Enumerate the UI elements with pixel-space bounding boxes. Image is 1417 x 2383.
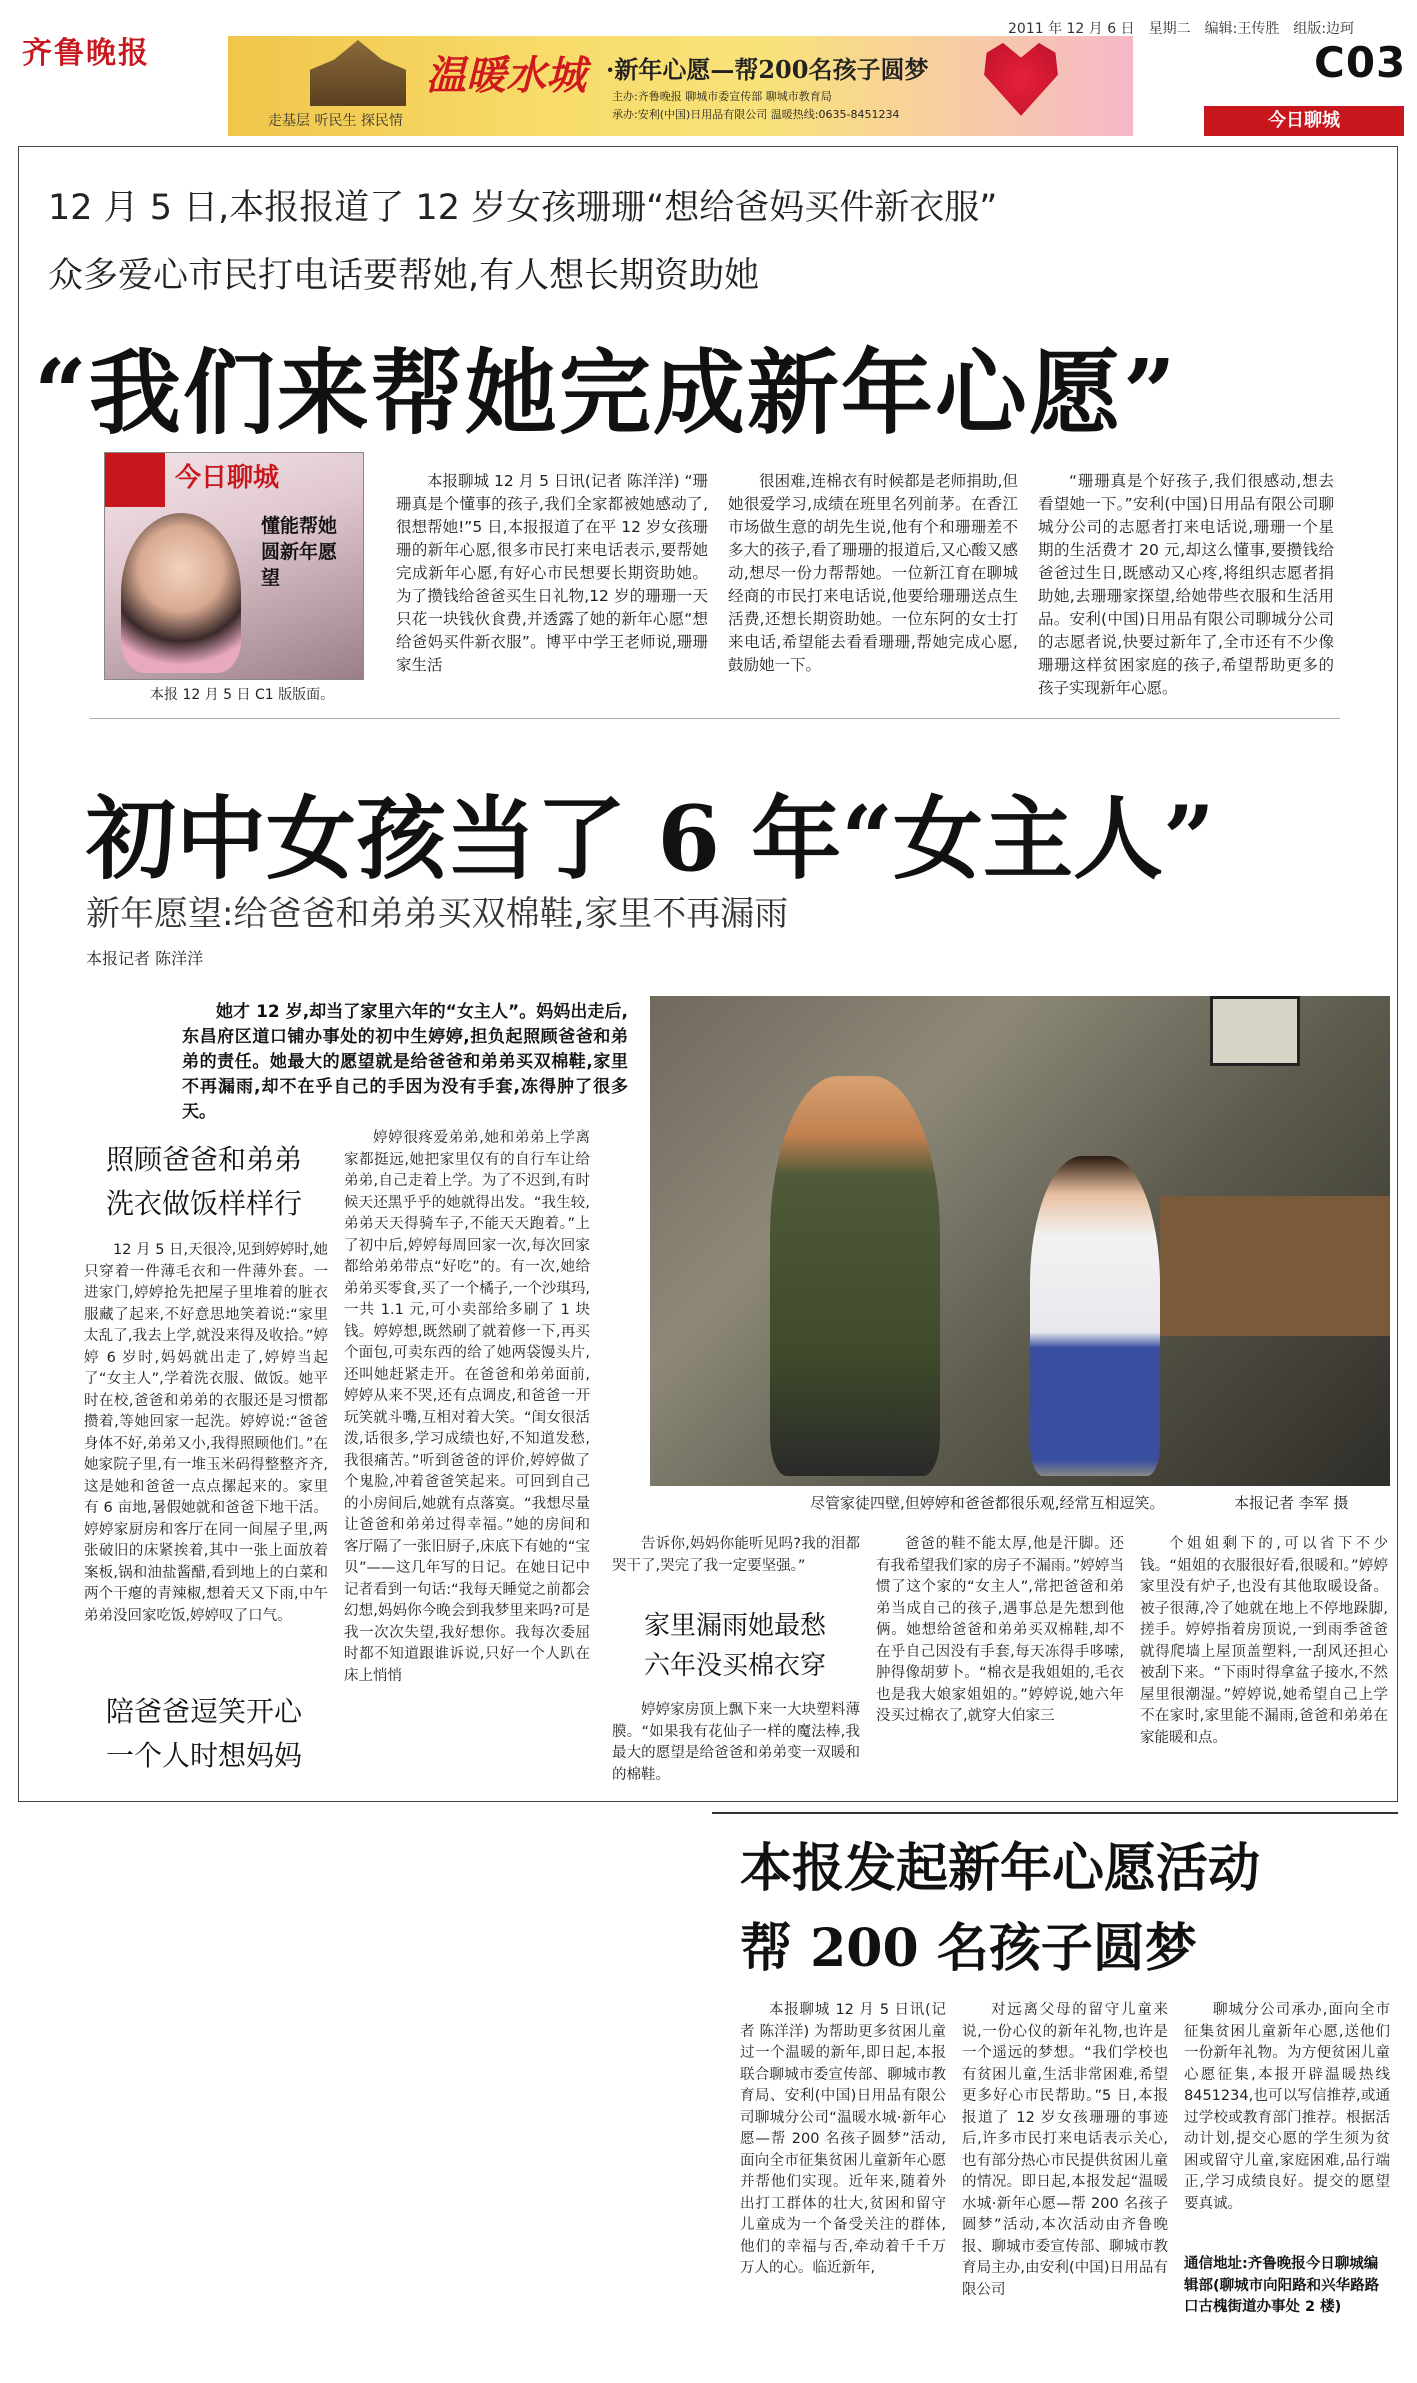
subhead-1-line-1: 照顾爸爸和弟弟 [105,1143,302,1176]
story2-headline: 初中女孩当了 6 年“女主人” [86,786,1215,892]
story1-col1: 本报聊城 12 月 5 日讯(记者 陈洋洋) “珊珊真是个懂事的孩子,我们全家都被她感动了,很想帮她!”5 日,本报报道了在平 12 岁女孩珊珊的新年心愿,很多市民打来电话表示,要帮她完成新年心愿,有好心市民想要长期资助她。为了攒钱给爸爸买生日礼物,12 岁的珊珊一天只花一块钱伙食费,并透露了她的新年心愿“想给爸妈买件新衣服”。博平中学王老师说,珊珊家生活 [396,472,708,674]
story1-kicker-1: 12 月 5 日,本报报道了 12 岁女孩珊珊“想给爸妈买件新衣服” [48,188,998,228]
date-line [1008,18,1354,38]
story2-colD: 爸爸的鞋不能太厚,他是汗脚。还有我希望我们家的房子不漏雨。”婷婷当惯了这个家的“女主人”,常把爸爸和弟弟当成自己的孩子,遇事总是先想到他俩。她想给爸爸和弟弟买双棉鞋,却不在乎自己因没有手套,每天冻得手哆嗦,肿得像胡萝卜。“棉衣是我姐姐的,毛衣也是我大娘家姐姐的。”婷婷说,她六年没买过棉衣了,就穿大伯家三 [876,1536,1124,1724]
story3-rule [712,1812,1398,1814]
date: 2011 年 12 月 6 日 [1008,21,1135,37]
photo-credit: 本报记者 李军 摄 [1234,1494,1349,1512]
banner-organizers: 主办:齐鲁晚报 聊城市委宣传部 聊城市教育局 [612,90,832,103]
story2-colB: 婷婷很疼爱弟弟,她和弟弟上学离家都挺远,她把家里仅有的自行车让给弟弟,自己走着上学。为了不迟到,有时候天还黑乎乎的她就得出发。“我生较,弟弟天天得骑车子,不能天天跑着。”上了初中后,婷婷每周回家一次,每次回家都给弟弟带点“好吃”的。有一次,她给弟弟买零食,买了一个橘子,一个沙琪玛,一共 1.1 元,可小卖部给多刷了 1 块钱。婷婷想,既然刷了就着修一下,再买个面包,可卖东西的给了她两袋馒头片,还叫她赶紧走开。在爸爸和弟弟面前,婷婷从来不哭,还有点调皮,和爸爸一开玩笑就斗嘴,互相对着大笑。“闺女很活泼,话很多,学习成绩也好,不知道发愁,我很痛苦。”听到爸爸的评价,婷婷做了个鬼脸,冲着爸爸笑起来。可回到自己的小房间后,她就有点落寞。“我想尽量让爸爸和弟弟过得幸福。”她的房间和客厅隔了一张旧厨子,床底下有她的“宝贝”——这几年写的日记。在她日记中记者看到一句话:“我每天睡觉之前都会幻想,妈妈你今晚会到我梦里来吗?可是我一次次失望,我好想你。我每次委屈时都不知道跟谁诉说,只好一个人趴在床上悄悄 [344,1130,590,1684]
story1-headline: “我们来帮她完成新年心愿” [34,339,1178,447]
story3-colB: 对远离父母的留守儿童来说,一份心仪的新年礼物,也许是一个遥远的梦想。“我们学校也有贫困儿童,生活非常困难,希望更多好心市民帮助。”5 日,本报报道了 12 岁女孩珊珊的事迹后,许多市民打来电话表示关心,也有部分热心市民提供贫困儿童的情况。即日起,本报发起“温暖水城·新年心愿—帮 200 名孩子圆梦”活动,本次活动由齐鲁晚报、聊城市委宣传部、聊城市教育局主办,由安利(中国)日用品有限公司 [962,2002,1168,2298]
story2-subhead-3 [610,1606,860,1686]
story3-address: 通信地址:齐鲁晚报今日聊城编辑部(聊城市向阳路和兴华路路口古槐街道办事处 2 楼) [1184,2256,1380,2315]
heart-icon [980,38,1062,120]
story3-colC: 聊城分公司承办,面向全市征集贫困儿童新年心愿,送他们一份新年礼物。为方便贫困儿童心愿征集,本报开辟温暖热线 8451234,也可以写信推荐,或通过学校或教育部门推荐。根据活动计划,提交心愿的学生须为贫困或留守儿童,家庭困难,品行端正,学习成绩良好。提交的愿望要真诚。 [1184,2002,1390,2212]
thumb-caption: 本报 12 月 5 日 C1 版版面。 [150,687,335,703]
story2-colA: 12 月 5 日,天很冷,见到婷婷时,她只穿着一件薄毛衣和一件薄外套。一进家门,婷婷抢先把屋子里堆着的脏衣服藏了起来,不好意思地笑着说:“家里太乱了,我去上学,就没来得及收拾。”婷婷 6 岁时,妈妈就出走了,婷婷当起了“女主人”,学着洗衣服、做饭。她平时在校,爸爸和弟弟的衣服还是习惯都攒着,等她回家一起洗。婷婷说:“爸爸身体不好,弟弟又小,我得照顾他们。”在她家院子里,有一堆玉米码得整整齐齐,这是她和爸爸一点点摞起来的。家里有 6 亩地,暑假她就和爸爸下地干活。婷婷家厨房和客厅在同一间屋子里,两张破旧的床紧挨着,其中一张上面放着案板,锅和油盐酱醋,看到地上的白菜和两个干瘪的青辣椒,想着天又下雨,中午弟弟没回家吃饭,婷婷叹了口气。 [84,1242,328,1624]
story2-subhead-1 [84,1138,324,1226]
story3-colA: 本报聊城 12 月 5 日讯(记者 陈洋洋) 为帮助更多贫困儿童过一个温暖的新年,即日起,本报联合聊城市委宣传部、聊城市教育局、安利(中国)日用品有限公司聊城分公司“温暖水城·新年心愿—帮 200 名孩子圆梦”活动,面向全市征集贫困儿童新年心愿并帮他们实现。近年来,随着外出打工群体的壮大,贫困和留守儿童成为一个备受关注的群体,他们的幸福与否,牵动着千千万万人的心。临近新年, [740,2002,946,2276]
banner-sponsors: 承办:安利(中国)日用品有限公司 温暖热线:0635-8451234 [612,108,900,121]
photo-caption: 尽管家徒四壁,但婷婷和爸爸都很乐观,经常互相逗笑。 [810,1494,1165,1512]
photo-window [1210,996,1300,1066]
story1-kicker-2: 众多爱心市民打电话要帮她,有人想长期资助她 [48,256,760,296]
thumb-headline: 懂能帮她圆新年愿望 [261,515,338,589]
banner-title: 温暖水城 [426,52,586,99]
subhead-1-line-2: 洗衣做饭样样行 [105,1187,302,1220]
banner-building-image [298,40,418,106]
subhead-3-line-1: 家里漏雨她最愁 [643,1611,826,1641]
banner-subtitle: ·新年心愿—帮200名孩子圆梦 [606,55,929,84]
paper-logo: 齐鲁晚报 [22,36,150,71]
banner-slogan: 走基层 听民生 探民情 [268,113,403,129]
page-number: C03 [1314,38,1407,87]
story1-col3: “珊珊真是个好孩子,我们很感动,想去看望她一下。”安利(中国)日用品有限公司聊城分公司的志愿者打来电话说,珊珊一个星期的生活费才 20 元,却这么懂事,要攒钱给爸爸过生日,既感动又心疼,将组织志愿者捐助她,去珊珊家探望,给她带些衣服和生活用品。安利(中国)日用品有限公司聊城分公司的志愿者说,快要过新年了,全市还有不少像珊珊这样贫困家庭的孩子,希望帮助更多的孩子实现新年心愿。 [1038,472,1334,697]
story2-photo [650,996,1390,1486]
story1-col2: 很困难,连棉衣有时候都是老师捐助,但她很爱学习,成绩在班里名列前茅。在香江市场做生意的胡先生说,他有个和珊珊差不多大的孩子,看了珊珊的报道后,又心酸又感动,想尽一份力帮帮她。一位新江育在聊城经商的市民打来电话说,他要给珊珊送点生活费,还想长期资助她。一位东阿的女士打来电话,希望能去看看珊珊,帮她完成心愿,鼓励她一下。 [728,472,1018,674]
subhead-2-line-1: 陪爸爸逗笑开心 [105,1695,302,1728]
story2-colC2: 婷婷家房顶上飘下来一大块塑料薄膜。“如果我有花仙子一样的魔法棒,我最大的愿望是给爸爸和弟弟变一双暖和的棉鞋。 [612,1702,860,1783]
thumb-masthead-bar [105,453,165,507]
story2-colC: 告诉你,妈妈你能听见吗?我的泪都哭干了,哭完了我一定要坚强。” [612,1536,860,1574]
story3-headline-1: 本报发起新年心愿活动 [740,1838,1261,1899]
weekday: 星期二 [1148,21,1191,37]
photo-bed [1160,1196,1390,1336]
story2-byline: 本报记者 陈洋洋 [86,949,204,968]
story3-headline-2: 帮 200 名孩子圆梦 [740,1918,1197,1979]
story2-lead: 她才 12 岁,却当了家里六年的“女主人”。妈妈出走后,东昌府区道口铺办事处的初中生婷婷,担负起照顾爸爸和弟弟的责任。她最大的愿望就是给爸爸和弟弟买双棉鞋,家里不再漏雨,却不在乎自己的手因为没有手套,冻得肿了很多天。 [182,1002,628,1122]
story1-thumbnail [104,452,364,680]
thumb-logo: 今日聊城 [175,463,280,493]
photo-girl-figure [1030,1156,1160,1476]
editor: 编辑:王传胜 [1204,21,1280,37]
subhead-2-line-2: 一个人时想妈妈 [105,1739,302,1772]
section-badge: 今日聊城 [1204,106,1404,136]
banner [228,36,1133,136]
divider [90,718,1340,719]
layout-editor: 组版:边珂 [1293,21,1355,37]
story2-subhead: 新年愿望:给爸爸和弟弟买双棉鞋,家里不再漏雨 [86,894,789,934]
thumb-face-image [121,513,241,673]
subhead-3-line-2: 六年没买棉衣穿 [643,1651,826,1681]
photo-man-figure [770,1076,940,1476]
story2-colE: 个姐姐剩下的,可以省下不少钱。“姐姐的衣服很好看,很暖和。”婷婷家里没有炉子,也没有其他取暖设备。被子很薄,冷了她就在地上不停地跺脚,搓手。婷婷指着房顶说,一到雨季爸爸就得爬墙上屋顶盖塑料,一刮风还担心被刮下来。“下雨时得拿盆子接水,不然屋里很潮湿。”婷婷说,她希望自己上学不在家时,家里能不漏雨,爸爸和弟弟在家能暖和点。 [1140,1536,1388,1746]
story2-subhead-2 [84,1690,324,1778]
